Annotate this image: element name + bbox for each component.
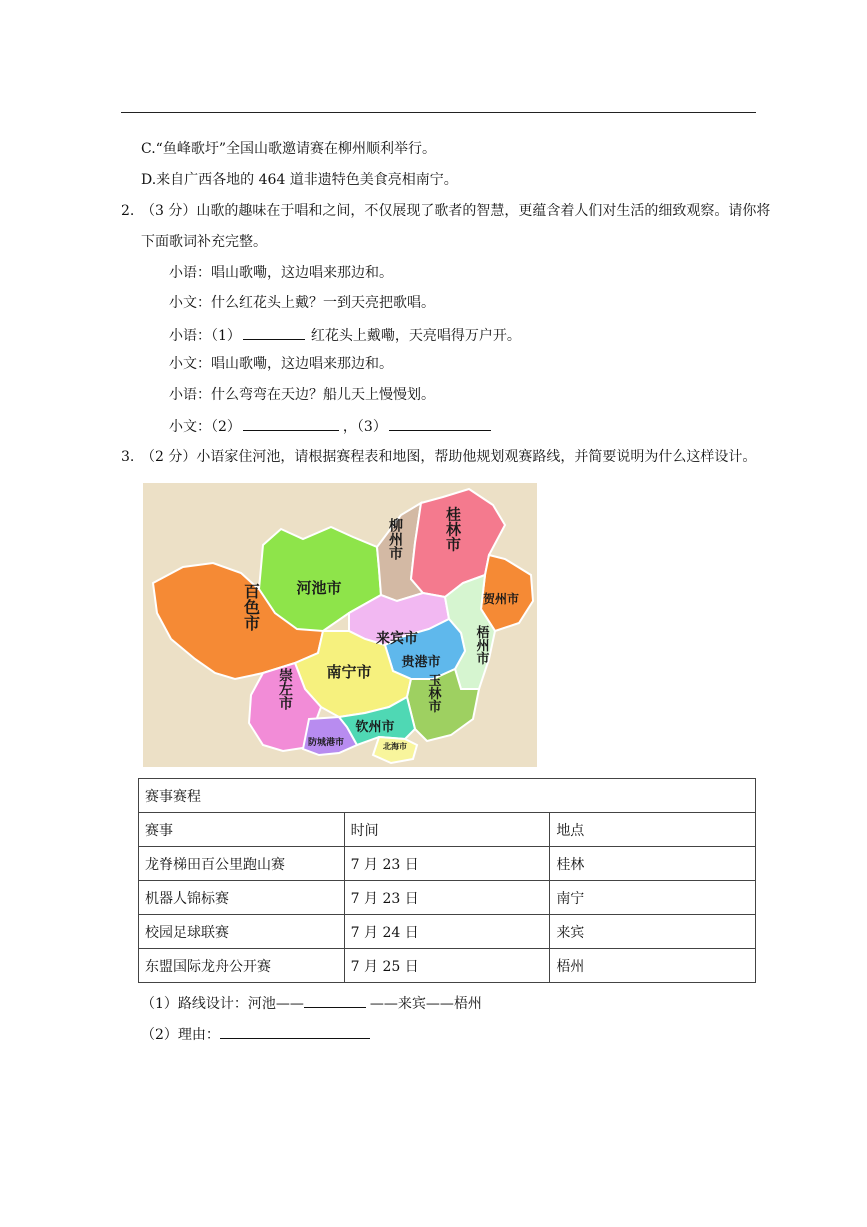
q2-stem-line2: 下面歌词补充完整。 — [141, 234, 267, 250]
option-c: C.“鱼峰歌圩”全国山歌邀请赛在柳州顺利举行。 — [141, 141, 436, 157]
label-hezhou: 贺州市 — [482, 592, 520, 606]
lyric-line-1: 小语：唱山歌嘞，这边唱来那边和。 — [169, 265, 393, 281]
label-wuzhou: 梧州市 — [473, 625, 489, 665]
answer-route-prefix: （1）路线设计：河池—— — [141, 996, 304, 1012]
label-guigang: 贵港市 — [401, 655, 441, 670]
label-hechi: 河池市 — [296, 579, 342, 597]
label-chongzuo: 崇左市 — [277, 668, 293, 710]
label-laibin: 来宾市 — [376, 631, 418, 647]
lyric-line-3-suffix: 红花头上戴嘞，天亮唱得万户开。 — [310, 328, 521, 344]
answer-route — [141, 993, 482, 1013]
lyric-line-6-prefix: 小文：（2） — [169, 419, 241, 435]
q2-stem-line1: （3 分）山歌的趣味在于唱和之间，不仅展现了歌者的智慧，更蕴含着人们对生活的细致观察。请你将 — [141, 203, 771, 219]
lyric-line-6-middle: ，（3） — [342, 419, 387, 435]
answer-reason — [141, 1024, 370, 1044]
lyric-line-5: 小语：什么弯弯在天边？船儿天上慢慢划。 — [169, 387, 435, 403]
answer-reason-prefix: （2）理由： — [141, 1027, 220, 1043]
schedule-table — [138, 778, 756, 983]
cell-event: 校园足球联赛 — [139, 915, 345, 949]
table-header-row — [139, 813, 756, 847]
cell-time: 7 月 24 日 — [344, 915, 550, 949]
q2-number: 2. — [121, 203, 135, 219]
cell-event: 龙脊梯田百公里跑山赛 — [139, 847, 345, 881]
lyric-line-4: 小文：唱山歌嘞，这边唱来那边和。 — [169, 356, 393, 372]
table-row — [139, 949, 756, 983]
answer-blank-1[interactable] — [243, 325, 305, 340]
cell-time: 7 月 23 日 — [344, 847, 550, 881]
lyric-line-2: 小文：什么红花头上戴？一到天亮把歌唱。 — [169, 295, 435, 311]
cell-time: 7 月 25 日 — [344, 949, 550, 983]
q3-number: 3. — [121, 449, 135, 465]
q3-stem: （2 分）小语家住河池，请根据赛程表和地图，帮助他规划观赛路线，并简要说明为什么这样设计。 — [141, 449, 757, 465]
guangxi-map — [143, 483, 537, 767]
table-caption-row — [139, 779, 756, 813]
answer-route-suffix: ——来宾——梧州 — [369, 996, 482, 1012]
label-liuzhou: 柳州市 — [387, 518, 403, 560]
lyric-line-3-prefix: 小语：（1） — [169, 328, 241, 344]
table-caption: 赛事赛程 — [139, 779, 756, 813]
option-d: D.来自广西各地的 464 道非遗特色美食亮相南宁。 — [141, 172, 458, 188]
lyric-line-6 — [169, 416, 491, 436]
label-guilin: 桂林市 — [444, 506, 462, 552]
header-event: 赛事 — [139, 813, 345, 847]
label-beihai: 北海市 — [383, 742, 407, 751]
header-rule — [121, 112, 756, 113]
cell-time: 7 月 23 日 — [344, 881, 550, 915]
cell-location: 南宁 — [550, 881, 756, 915]
label-fangchenggang: 防城港市 — [307, 738, 345, 748]
header-time: 时间 — [344, 813, 550, 847]
route-blank[interactable] — [304, 993, 366, 1008]
cell-event: 机器人锦标赛 — [139, 881, 345, 915]
table-row — [139, 881, 756, 915]
label-yulin: 玉林市 — [425, 673, 441, 713]
label-nanning: 南宁市 — [326, 663, 372, 681]
cell-location: 来宾 — [550, 915, 756, 949]
table-row — [139, 915, 756, 949]
answer-blank-2[interactable] — [243, 416, 339, 431]
header-location: 地点 — [550, 813, 756, 847]
cell-event: 东盟国际龙舟公开赛 — [139, 949, 345, 983]
cell-location: 梧州 — [550, 949, 756, 983]
lyric-line-3 — [169, 325, 521, 345]
reason-blank[interactable] — [220, 1024, 370, 1039]
answer-blank-3[interactable] — [389, 416, 491, 431]
label-qinzhou: 钦州市 — [355, 720, 395, 735]
table-row — [139, 847, 756, 881]
label-baise: 百色市 — [241, 583, 261, 631]
cell-location: 桂林 — [550, 847, 756, 881]
